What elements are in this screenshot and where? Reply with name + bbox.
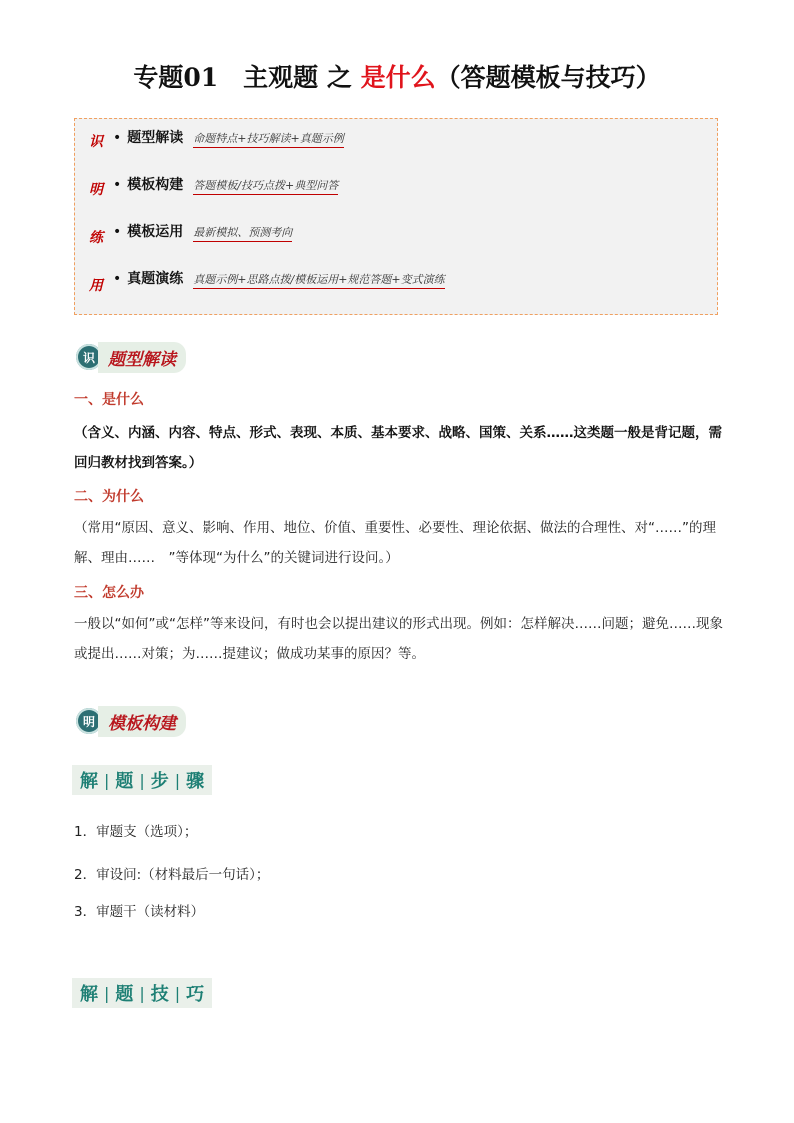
- paragraph-what: （含义、内涵、内容、特点、形式、表现、本质、基本要求、战略、国策、关系……这类题一般是背记题，需回归教材找到答案。）: [74, 425, 722, 471]
- bar-char: 解: [80, 771, 98, 792]
- guide-label: 模板构建: [127, 177, 184, 193]
- bar-char: 解: [80, 984, 98, 1005]
- side-char-3: 练: [89, 230, 103, 246]
- badge-circle-icon: 识: [76, 344, 102, 370]
- bar-char: 题: [115, 771, 134, 792]
- tips-heading-bar: [72, 978, 212, 1008]
- bar-char: 巧: [186, 984, 205, 1005]
- guide-row: [113, 268, 445, 289]
- guide-label: 真题演练: [127, 271, 184, 287]
- bullet-icon: •: [113, 271, 122, 287]
- section-badge-interpretation: [76, 343, 186, 371]
- bar-char: 步: [150, 771, 169, 792]
- bullet-icon: •: [113, 177, 122, 193]
- step-item: 2．审设问:（材料最后一句话）；: [74, 867, 270, 883]
- badge-title: 模板构建: [98, 706, 186, 737]
- bar-char: 题: [115, 984, 134, 1005]
- guide-label: 模板运用: [127, 224, 184, 240]
- guide-row: [113, 127, 344, 148]
- section-badge-template: [76, 707, 186, 735]
- page-title: [0, 58, 794, 94]
- guide-desc: 最新模拟、预测考向: [193, 224, 292, 242]
- title-prefix: 专题01 主观题 之: [133, 63, 361, 92]
- bar-separator: |: [104, 770, 110, 790]
- side-char-2: 明: [89, 182, 103, 198]
- side-char-1: 识: [89, 134, 103, 150]
- title-suffix: （答题模板与技巧）: [435, 63, 661, 92]
- heading-how: 三、怎么办: [74, 585, 144, 601]
- bar-char: 骤: [186, 771, 205, 792]
- bar-separator: |: [174, 983, 181, 1003]
- guide-row: [113, 221, 292, 242]
- guide-desc: 命题特点+技巧解读+真题示例: [193, 130, 343, 148]
- side-char-4: 用: [89, 278, 103, 294]
- guide-box: [74, 118, 718, 315]
- bar-char: 技: [150, 984, 169, 1005]
- bar-separator: |: [174, 770, 181, 790]
- guide-row: [113, 174, 338, 195]
- heading-what: 一、是什么: [74, 392, 144, 408]
- step-item: 3．审题干（读材料）: [74, 904, 205, 920]
- step-item: 1．审题支（选项）；: [74, 824, 198, 840]
- bullet-icon: •: [113, 224, 122, 240]
- badge-title: 题型解读: [98, 342, 186, 373]
- bar-separator: |: [104, 983, 110, 1003]
- title-highlight: 是什么: [360, 63, 436, 92]
- paragraph-why: （常用“原因、意义、影响、作用、地位、价值、重要性、必要性、理论依据、做法的合理性、对“……”的理解、理由…… ”等体现“为什么”的关键词进行设问。）: [74, 520, 716, 566]
- guide-desc: 答题模板/技巧点拨+典型问答: [193, 177, 338, 195]
- steps-heading-bar: [72, 765, 212, 795]
- heading-why: 二、为什么: [74, 489, 144, 505]
- badge-circle-icon: 明: [76, 708, 102, 734]
- bar-separator: |: [139, 770, 145, 790]
- bullet-icon: •: [113, 130, 122, 146]
- bar-separator: |: [139, 983, 145, 1003]
- paragraph-how: 一般以“如何”或“怎样”等来设问，有时也会以提出建议的形式出现。例如：怎样解决……问题；避免……现象或提出……对策；为……提建议；做成功某事的原因？等。: [74, 616, 723, 662]
- guide-label: 题型解读: [127, 130, 184, 146]
- guide-desc: 真题示例+思路点拨/模板运用+规范答题+变式演练: [193, 271, 444, 289]
